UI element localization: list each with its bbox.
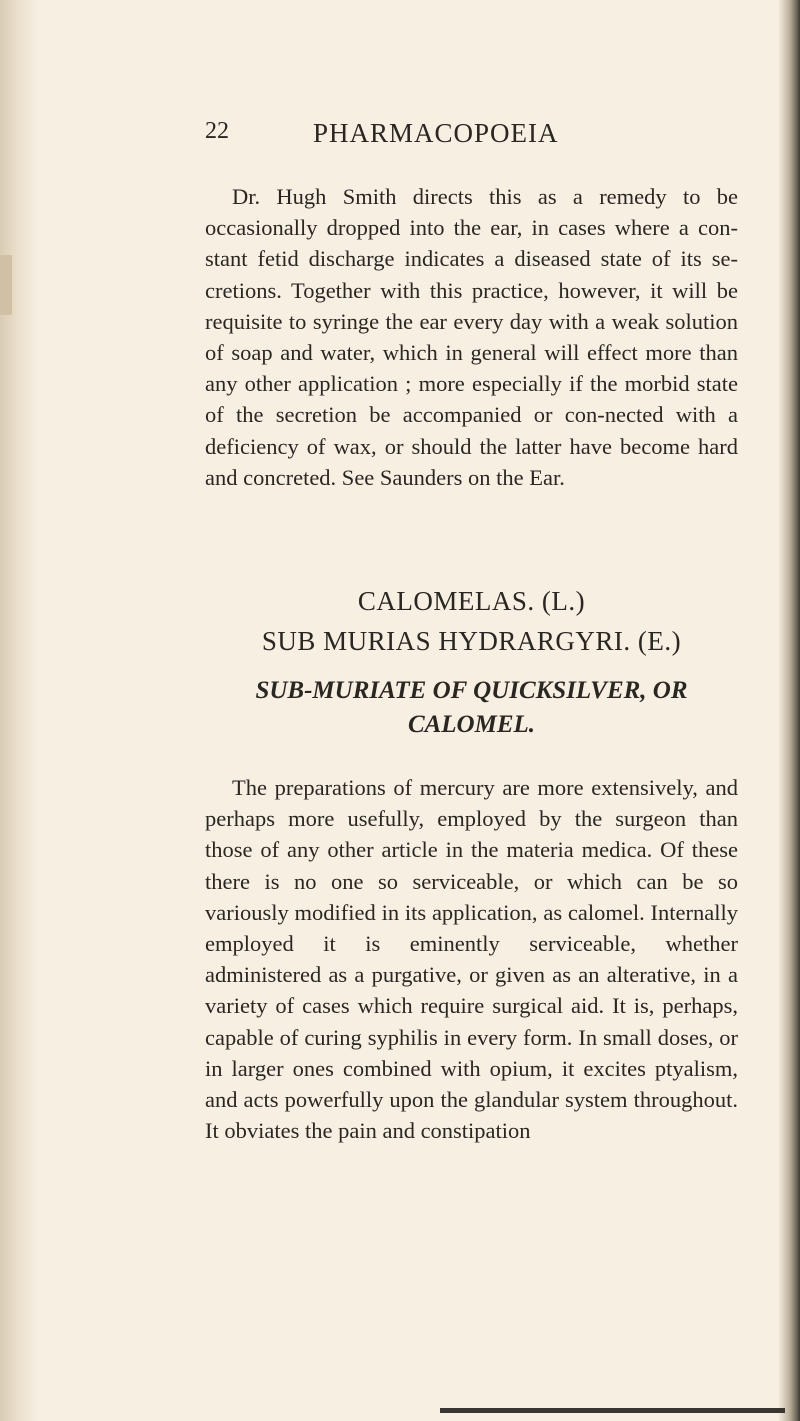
paragraph-1 xyxy=(205,181,738,493)
bottom-rule xyxy=(440,1408,785,1413)
running-head xyxy=(205,118,738,154)
heading-english-name: SUB-MURIATE OF QUICKSILVER, OR xyxy=(255,677,688,704)
paragraph-2 xyxy=(205,772,738,1146)
page-number: 22 xyxy=(205,118,229,144)
binding-shadow xyxy=(0,0,38,1421)
heading-common-name: CALOMEL. xyxy=(407,711,536,738)
paragraph-2-text: The preparations of mercury are more extensively, and perhaps more usefully, employed by the surgeon than those of any other article in the materia medica. Of these there is no one so serviceable, or which can be so variously modified in its application, as calomel. Internally employed it is eminently serviceable, whether administered as a purgative, or given as an alterative, in a variety of cases which require surgical aid. It is, perhaps, capable of curing syphilis in every form. In small doses, or in larger ones combined with opium, it excites ptyalism, and acts powerfully upon the glandular system throughout. It obviates the pain and constipation xyxy=(205,775,738,1144)
page-edge-shadow xyxy=(778,0,800,1421)
running-title: PHARMACOPOEIA xyxy=(313,118,559,148)
heading-latin-synonym: SUB MURIAS HYDRARGYRI. (E.) xyxy=(261,626,682,656)
paragraph-1-text: Dr. Hugh Smith directs this as a remedy to be occasionally dropped into the ear, in cases where a con-stant fetid discharge indicates a diseased state of its se-cretions. Together with this practice, however, it will be requisite to syringe the ear every day with a weak solution of soap and water, which in general will effect more than any other application ; more especially if the morbid state of the secretion be accompanied or con-nected with a deficiency of wax, or should the latter have become hard and concreted. See Saunders on the Ear. xyxy=(205,184,738,490)
heading-latin-name: CALOMELAS. (L.) xyxy=(357,586,586,616)
page-stain xyxy=(0,255,12,315)
